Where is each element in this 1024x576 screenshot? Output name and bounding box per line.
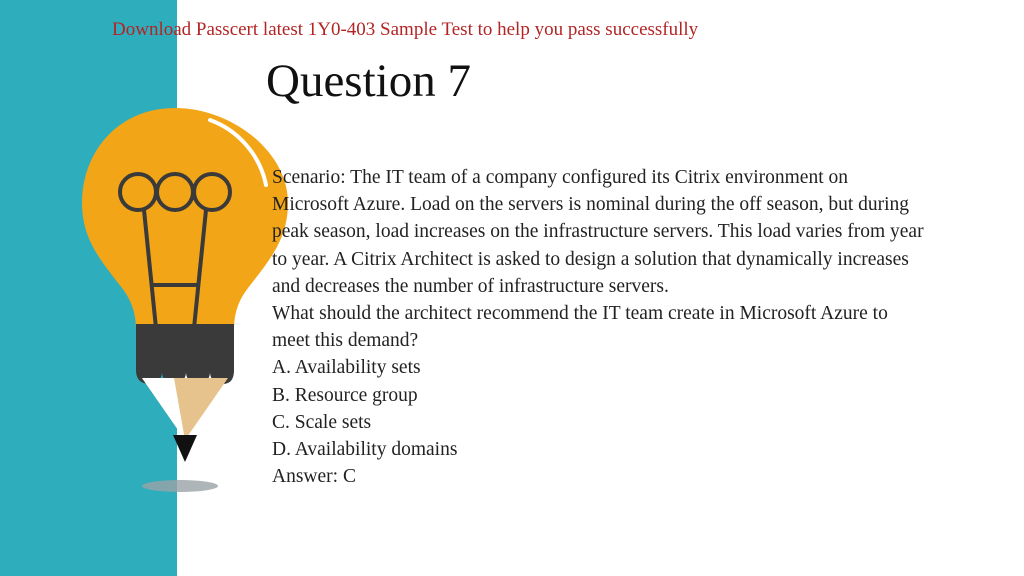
question-line: meet this demand? bbox=[272, 330, 419, 352]
question-body bbox=[272, 164, 1012, 490]
scenario-line: and decreases the number of infrastructure servers. bbox=[272, 275, 669, 297]
scenario-line: to year. A Citrix Architect is asked to design a solution that dynamically increases bbox=[272, 248, 909, 270]
question-line: What should the architect recommend the IT team create in Microsoft Azure to bbox=[272, 303, 888, 325]
option-b: B. Resource group bbox=[272, 384, 418, 406]
scenario-line: peak season, load increases on the infrastructure servers. This load varies from year bbox=[272, 221, 924, 243]
option-d: D. Availability domains bbox=[272, 439, 458, 461]
scenario-line: Scenario: The IT team of a company configured its Citrix environment on bbox=[272, 167, 849, 188]
bulb-glass bbox=[82, 108, 288, 330]
scenario-line: Microsoft Azure. Load on the servers is nominal during the off season, but during bbox=[272, 194, 910, 216]
bulb-base bbox=[136, 324, 234, 384]
option-a: A. Availability sets bbox=[272, 357, 421, 379]
page-title: Question 7 bbox=[266, 55, 471, 107]
shadow bbox=[142, 480, 218, 492]
pencil-tip bbox=[173, 435, 197, 462]
answer-line: Answer: C bbox=[272, 466, 356, 488]
banner-text: Download Passcert latest 1Y0-403 Sample Test to help you pass successfully bbox=[112, 19, 699, 40]
option-c: C. Scale sets bbox=[272, 411, 372, 433]
